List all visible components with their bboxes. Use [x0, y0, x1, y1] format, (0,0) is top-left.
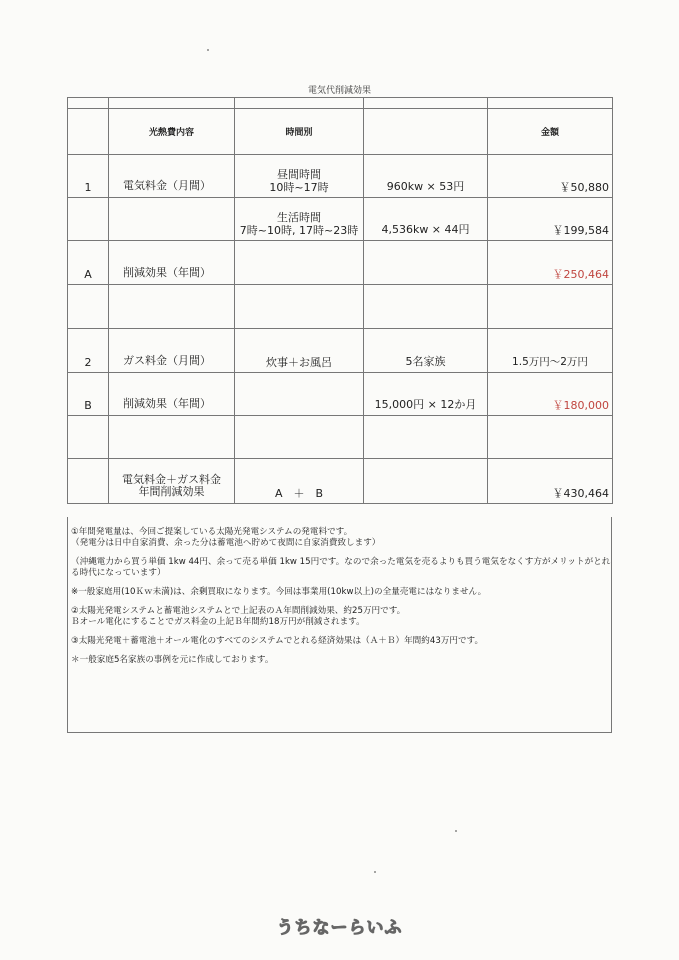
- row-item-line1: 電気料金＋ガス料金: [122, 472, 221, 486]
- row-calc: 15,000円 × 12か月: [364, 373, 488, 416]
- page-title: 電気代削減効果: [307, 86, 371, 96]
- row-index: [68, 198, 109, 241]
- header-calc: [364, 109, 488, 155]
- row-item-line2: 年間削減効果: [138, 485, 205, 499]
- header-time: 時間別: [235, 109, 364, 155]
- table-row-total: [68, 459, 613, 504]
- scan-speck: [374, 871, 376, 873]
- note-item: ③太陽光発電＋蓄電池＋オール電化のすべてのシステムでとれる経済効果は（Ａ＋Ｂ）年間約43万円です。: [71, 636, 484, 646]
- table-row-empty: [68, 416, 613, 459]
- row-time: [235, 241, 364, 285]
- row-item: 削減効果（年間）: [109, 373, 235, 416]
- row-time: [235, 155, 364, 198]
- header-item: 光熱費内容: [109, 109, 235, 155]
- table-row: [68, 155, 613, 198]
- scan-speck: [455, 830, 457, 832]
- row-calc: [364, 459, 488, 504]
- cost-reduction-table: [67, 97, 613, 504]
- notes-box: [67, 517, 612, 733]
- row-time: [235, 198, 364, 241]
- row-item: [109, 459, 235, 504]
- row-item: 削減効果（年間）: [109, 241, 235, 285]
- note-item: （沖縄電力から買う単価 1kw 44円、余って売る単価 1kw 15円です。なので余った電気を売るよりも買う電気をなくす方がメリットがとれる時代になっています）: [71, 557, 611, 578]
- table-row-empty: [68, 285, 613, 329]
- footer-logo: うちなーらいふ: [276, 918, 403, 938]
- table-row: [68, 241, 613, 285]
- row-time-line1: 生活時間: [277, 210, 321, 224]
- row-item: [109, 198, 235, 241]
- row-amount: ￥180,000: [488, 373, 613, 416]
- row-amount: 1.5万円～2万円: [488, 329, 613, 373]
- row-time: 炊事＋お風呂: [235, 329, 364, 373]
- row-index: B: [68, 373, 109, 416]
- row-amount: ￥250,464: [488, 241, 613, 285]
- header-amount: 金額: [488, 109, 613, 155]
- row-calc: 4,536kw × 44円: [364, 198, 488, 241]
- note-item: ②太陽光発電システムと蓄電池システムとで上記表のＡ年間削減効果、約25万円です。 Ｂオール電化にすることでガス料金の上記Ｂ年間約18万円が削減されます。: [71, 606, 406, 627]
- row-index: 1: [68, 155, 109, 198]
- table-top-row: [68, 98, 613, 109]
- note-item: ＊一般家庭5名家族の事例を元に作成しております。: [71, 655, 274, 665]
- row-time-line1: 昼間時間: [277, 167, 321, 181]
- row-item: 電気料金（月間）: [109, 155, 235, 198]
- table-row: [68, 373, 613, 416]
- note-item: ①年間発電量は、今回ご提案している太陽光発電システムの発電料です。 （発電分は日中自家消費、余った分は蓄電池へ貯めて夜間に自家消費致します）: [71, 527, 381, 548]
- row-index: 2: [68, 329, 109, 373]
- row-amount: ￥50,880: [488, 155, 613, 198]
- row-time-line2: 7時~10時, 17時~23時: [239, 223, 359, 237]
- row-calc: 5名家族: [364, 329, 488, 373]
- row-calc: [364, 241, 488, 285]
- table-row: [68, 198, 613, 241]
- note-item: ※一般家庭用(10Ｋｗ未満)は、余剰買取になります。今回は事業用(10kw以上)の全量売電にはなりません。: [71, 587, 487, 597]
- table-row: [68, 329, 613, 373]
- row-time: A ＋ B: [235, 459, 364, 504]
- row-item: ガス料金（月間）: [109, 329, 235, 373]
- row-amount: ￥199,584: [488, 198, 613, 241]
- row-time: [235, 373, 364, 416]
- row-index: [68, 459, 109, 504]
- row-calc: 960kw × 53円: [364, 155, 488, 198]
- table-header-row: [68, 109, 613, 155]
- row-time-line2: 10時~17時: [269, 180, 329, 194]
- row-amount: ￥430,464: [488, 459, 613, 504]
- row-index: A: [68, 241, 109, 285]
- scan-speck: [207, 49, 209, 51]
